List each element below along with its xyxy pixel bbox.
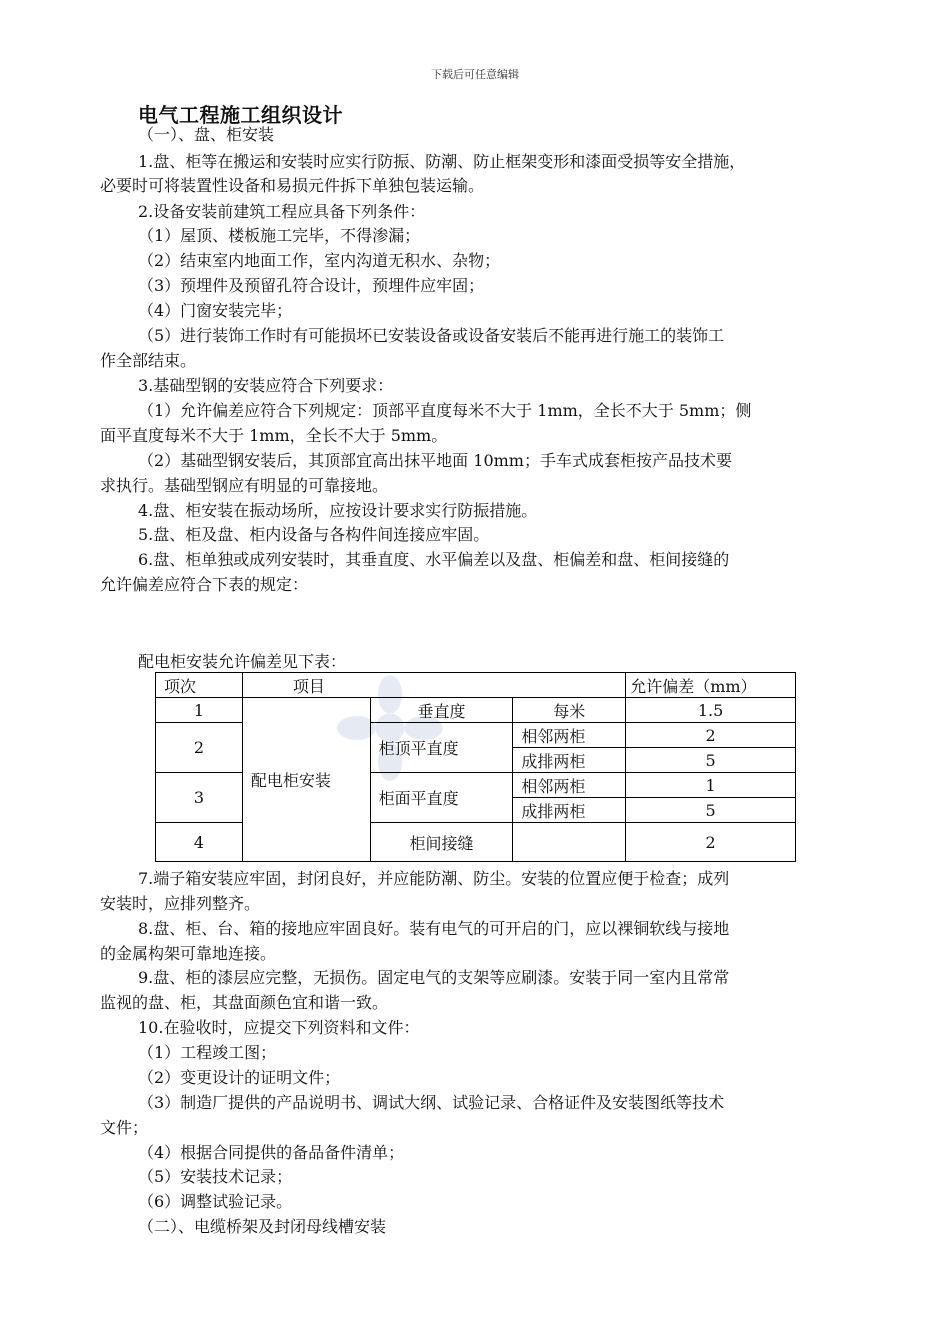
paragraph-10-item-6: （6）调整试验记录。	[138, 1192, 293, 1211]
paragraph-6-line-1: 6.盘、柜单独或成列安装时，其垂直度、水平偏差以及盘、柜偏差和盘、柜间接缝的	[138, 550, 730, 569]
tolerance-value: 1.5	[626, 698, 796, 723]
paragraph-1-line-2: 必要时可将装置性设备和易损元件拆下单独包装运输。	[100, 176, 485, 195]
paragraph-10-item-4: （4）根据合同提供的备品备件清单；	[138, 1143, 405, 1162]
sub-item: 相邻两柜	[513, 773, 626, 798]
table-header-row	[156, 673, 796, 698]
paragraph-10-item-2: （2）变更设计的证明文件；	[138, 1068, 341, 1087]
paragraph-2-item-5-line-2: 作全部结束。	[100, 351, 197, 370]
paragraph-3-item-1-line-2: 面平直度每米不大于 1mm，全长不大于 5mm。	[100, 426, 448, 445]
header-item-no: 项次	[156, 673, 243, 698]
item-name: 柜间接缝	[370, 823, 513, 862]
paragraph-3-item-2-line-2: 求执行。基础型钢应有明显的可靠接地。	[100, 476, 389, 495]
paragraph-8-line-1: 8.盘、柜、台、箱的接地应牢固良好。装有电气的可开启的门，应以裸铜软线与接地	[138, 919, 730, 938]
paragraph-2-item-4: （4）门窗安装完毕；	[138, 301, 293, 320]
paragraph-2-item-1: （1）屋顶、楼板施工完毕，不得渗漏；	[138, 226, 421, 245]
item-name: 柜顶平直度	[370, 723, 513, 773]
paragraph-9-line-1: 9.盘、柜的漆层应完整，无损伤。固定电气的支架等应刷漆。安装于同一室内且常常	[138, 968, 730, 987]
table-caption: 配电柜安装允许偏差见下表：	[138, 652, 347, 671]
sub-item: 每米	[513, 698, 626, 723]
item-name: 柜面平直度	[370, 773, 513, 823]
section-heading-1: （一）、盘、柜安装	[138, 125, 275, 144]
row-number: 3	[156, 773, 243, 823]
row-number: 2	[156, 723, 243, 773]
paragraph-1-line-1: 1.盘、柜等在搬运和安装时应实行防振、防潮、防止框架变形和漆面受损等安全措施，	[138, 152, 746, 171]
paragraph-7-line-2: 安装时，应排列整齐。	[100, 894, 261, 913]
paragraph-2-item-3: （3）预埋件及预留孔符合设计，预埋件应牢固；	[138, 276, 485, 295]
device-name-cell: 配电柜安装	[242, 698, 370, 862]
paragraph-2-item-2: （2）结束室内地面工作，室内沟道无积水、杂物；	[138, 251, 501, 270]
header-tolerance: 允许偏差（mm）	[626, 673, 796, 698]
paragraph-9-line-2: 监视的盘、柜，其盘面颜色宜和谐一致。	[100, 993, 389, 1012]
tolerance-value: 2	[626, 823, 796, 862]
paragraph-6-line-2: 允许偏差应符合下表的规定：	[100, 575, 309, 594]
paragraph-3-item-1-line-1: （1）允许偏差应符合下列规定：顶部平直度每米不大于 1mm，全长不大于 5mm；侧	[138, 401, 752, 420]
tolerance-value: 5	[626, 798, 796, 823]
sub-item: 成排两柜	[513, 748, 626, 773]
sub-item-empty	[513, 823, 626, 862]
document-title: 电气工程施工组织设计	[138, 103, 343, 127]
paragraph-4: 4.盘、柜安装在振动场所，应按设计要求实行防振措施。	[138, 501, 538, 520]
paragraph-10-item-5: （5）安装技术记录；	[138, 1167, 293, 1186]
tolerance-value: 5	[626, 748, 796, 773]
paragraph-8-line-2: 的金属构架可靠地连接。	[100, 944, 277, 963]
sub-item: 相邻两柜	[513, 723, 626, 748]
table-row	[156, 698, 796, 723]
tolerance-value: 2	[626, 723, 796, 748]
paragraph-3: 3.基础型钢的安装应符合下列要求：	[138, 376, 394, 395]
sub-item: 成排两柜	[513, 798, 626, 823]
tolerance-value: 1	[626, 773, 796, 798]
item-name: 垂直度	[370, 698, 513, 723]
paragraph-10-item-3-line-1: （3）制造厂提供的产品说明书、调试大纲、试验记录、合格证件及安装图纸等技术	[138, 1093, 725, 1112]
paragraph-5: 5.盘、柜及盘、柜内设备与各构件间连接应牢固。	[138, 525, 490, 544]
paragraph-10-item-3-line-2: 文件；	[100, 1118, 149, 1137]
paragraph-2: 2.设备安装前建筑工程应具备下列条件：	[138, 202, 426, 221]
paragraph-2-item-5-line-1: （5）进行装饰工作时有可能损坏已安装设备或设备安装后不能再进行施工的装饰工	[138, 326, 725, 345]
row-number: 4	[156, 823, 243, 862]
header-note: 下载后可任意编辑	[431, 68, 519, 81]
paragraph-10: 10.在验收时，应提交下列资料和文件：	[138, 1018, 420, 1037]
section-heading-2: （二）、电缆桥架及封闭母线槽安装	[138, 1217, 387, 1236]
paragraph-10-item-1: （1）工程竣工图；	[138, 1043, 277, 1062]
header-item: 项目	[242, 673, 625, 698]
paragraph-3-item-2-line-1: （2）基础型钢安装后，其顶部宜高出抹平地面 10mm；手车式成套柜按产品技术要	[138, 451, 732, 470]
tolerance-table	[155, 672, 796, 862]
paragraph-7-line-1: 7.端子箱安装应牢固，封闭良好，并应能防潮、防尘。安装的位置应便于检查；成列	[138, 869, 730, 888]
row-number: 1	[156, 698, 243, 723]
